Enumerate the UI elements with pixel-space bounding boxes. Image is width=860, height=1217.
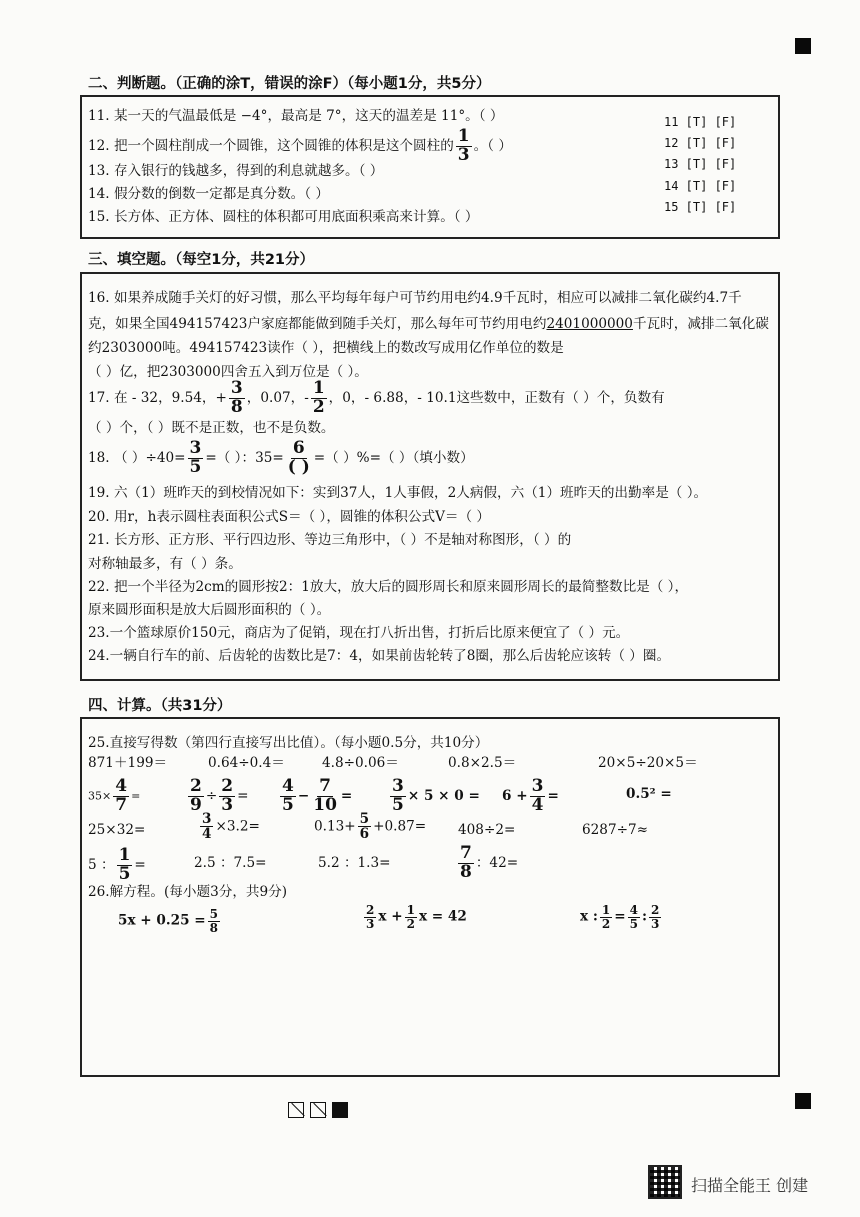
answer-row-12[interactable]: 12 [T] [F] — [664, 136, 737, 150]
q16-line1: 16. 如果养成随手关灯的好习惯，那么平均每年每户可节约用电约4.9千瓦时，相应可以减排二氧化碳约4.7千 — [88, 290, 742, 306]
q13: 13. 存入银行的钱越多，得到的利息就越多。（ ） — [88, 163, 384, 179]
calc-r1-2: 0.64÷0.4＝ — [208, 755, 285, 771]
calc-r3-1: 25×32= — [88, 822, 146, 838]
q12-fraction: $\frac{1}{3}$ — [457, 126, 470, 165]
calc-r2-5: 6 + $\frac{3}{4}$ = — [502, 776, 559, 815]
calc-r3-4: 408÷2= — [458, 822, 516, 838]
calc-r2-3: $\frac{4}{5}$ − $\frac{7}{10}$ = — [282, 776, 353, 815]
q17-frac1: $\frac{3}{8}$ — [230, 378, 243, 417]
q17-frac2: $\frac{1}{2}$ — [312, 378, 325, 417]
section3-title: 三、填空题。（每空1分，共21分） — [88, 252, 315, 268]
equation-3: x : $\frac{1}{2}$ = $\frac{4}{5}$ : $\frac{2}{3}$ — [580, 903, 660, 931]
q23: 23.一个篮球原价150元，商店为了促销，现在打八折出售，打折后比原来便宜了（ ）元。 — [88, 625, 630, 641]
calc-r4-1: 5 ： $\frac{1}{5}$ = — [88, 845, 146, 884]
page-code-box-1 — [288, 1102, 304, 1118]
underlined-number: 2401000000 — [546, 316, 633, 332]
q22-line2: 原来圆形面积是放大后圆形面积的（ ）。 — [88, 602, 331, 618]
calc-r2-2: $\frac{2}{9}$ ÷ $\frac{2}{3}$ = — [190, 776, 249, 815]
calc-r4-3: 5.2 ：1.3= — [318, 855, 391, 871]
q22-line1: 22. 把一个半径为2cm的圆形按2：1放大，放大后的圆形周长和原来圆形周长的最简整数比是（ ）， — [88, 579, 689, 595]
q24: 24.一辆自行车的前、后齿轮的齿数比是7：4，如果前齿轮转了8圈，那么后齿轮应该转（ ）圈。 — [88, 648, 671, 664]
q11: 11. 某一天的气温最低是 −4°，最高是 7°，这天的温差是 11°。（ ） — [88, 108, 504, 124]
qr-code-icon — [648, 1165, 682, 1199]
calc-r3-5: 6287÷7≈ — [582, 822, 649, 838]
calc-r2-6: 0.5² = — [626, 786, 672, 802]
q21-line2: 对称轴最多，有（ ）条。 — [88, 556, 242, 572]
page-code-box-2 — [310, 1102, 326, 1118]
scanner-brand-watermark: 扫描全能王 创建 — [691, 1176, 809, 1195]
answer-row-11[interactable]: 11 [T] [F] — [664, 115, 737, 129]
calc-r1-4: 0.8×2.5＝ — [448, 755, 517, 771]
q25-title: 25.直接写得数（第四行直接写出比值）。（每小题0.5分，共10分） — [88, 735, 489, 751]
q21-line1: 21. 长方形、正方形、平行四边形、等边三角形中，（ ）不是轴对称图形，（ ）的 — [88, 532, 572, 548]
calc-r1-1: 871＋199＝ — [88, 755, 168, 771]
calc-r2-4: $\frac{3}{5}$ × 5 × 0 = — [392, 776, 480, 815]
calc-r1-3: 4.8÷0.06＝ — [322, 755, 399, 771]
calc-r4-4: $\frac{7}{8}$ ：42= — [460, 843, 519, 882]
section2-title: 二、判断题。（正确的涂T，错误的涂F）（每小题1分，共5分） — [88, 76, 491, 92]
q20: 20. 用r，h表示圆柱表面积公式S＝（ ），圆锥的体积公式V＝（ ） — [88, 509, 491, 525]
equation-1: 5x + 0.25 = $\frac{5}{8}$ — [118, 907, 219, 935]
section4-title: 四、计算。（共31分） — [88, 698, 232, 714]
q26-title: 26.解方程。(每小题3分，共9分) — [88, 884, 288, 900]
q17-line1: 17. 在 - 32，9.54，+ $\frac{3}{8}$ ，0.07，- $\frac{1}{2}$ ，0，- 6.88，- 10.1这些数中，正数有（ ）个，负数有 — [88, 378, 665, 417]
q18-frac2: $\frac{6}{( )}$ — [287, 438, 310, 477]
q16-line2: 克，如果全国494157423户家庭都能做到随手关灯，那么每年可节约用电约2401000000千瓦时，减排二氧化碳 — [88, 316, 769, 332]
q12-text: 12. 把一个圆柱削成一个圆锥，这个圆锥的体积是这个圆柱的 — [88, 137, 454, 154]
q17-line2: （ ）个，（ ）既不是正数，也不是负数。 — [88, 420, 335, 436]
page-code-box-3 — [332, 1102, 348, 1118]
q15: 15. 长方体、正方体、圆柱的体积都可用底面积乘高来计算。（ ） — [88, 209, 479, 225]
calc-r1-5: 20×5÷20×5＝ — [598, 755, 698, 771]
calc-r2-1: 35× $\frac{4}{7}$ = — [88, 776, 141, 815]
q18-frac1: $\frac{3}{5}$ — [189, 438, 202, 477]
answer-row-15[interactable]: 15 [T] [F] — [664, 200, 737, 214]
equation-2: $\frac{2}{3}$ x + $\frac{1}{2}$ x = 42 — [366, 903, 467, 931]
calc-r4-2: 2.5 ：7.5= — [194, 855, 267, 871]
q14: 14. 假分数的倒数一定都是真分数。（ ） — [88, 186, 329, 202]
corner-marker-top-right — [795, 38, 811, 54]
answer-row-13[interactable]: 13 [T] [F] — [664, 157, 737, 171]
q16-line3: 约2303000吨。494157423读作（ ），把横线上的数改写成用亿作单位的数是 — [88, 340, 564, 356]
corner-marker-bottom-right — [795, 1093, 811, 1109]
page-code-marks — [288, 1099, 354, 1118]
q19: 19. 六（1）班昨天的到校情况如下：实到37人，1人事假，2人病假，六（1）班昨天的出勤率是（ ）。 — [88, 485, 708, 501]
q12: 12. 把一个圆柱削成一个圆锥，这个圆锥的体积是这个圆柱的 $\frac{1}{3}$ 。（ ） — [88, 126, 512, 165]
calc-r3-3: 0.13+ $\frac{5}{6}$ +0.87= — [314, 811, 427, 843]
q16-line4: （ ）亿，把2303000四舍五入到万位是（ ）。 — [88, 364, 368, 380]
calc-r3-2: $\frac{3}{4}$ ×3.2= — [202, 811, 260, 843]
q18: 18. （ ）÷40= $\frac{3}{5}$ =（ ）：35= $\frac{6}{( )}$ =（ ）%=（ ）（填小数） — [88, 438, 474, 477]
answer-row-14[interactable]: 14 [T] [F] — [664, 179, 737, 193]
